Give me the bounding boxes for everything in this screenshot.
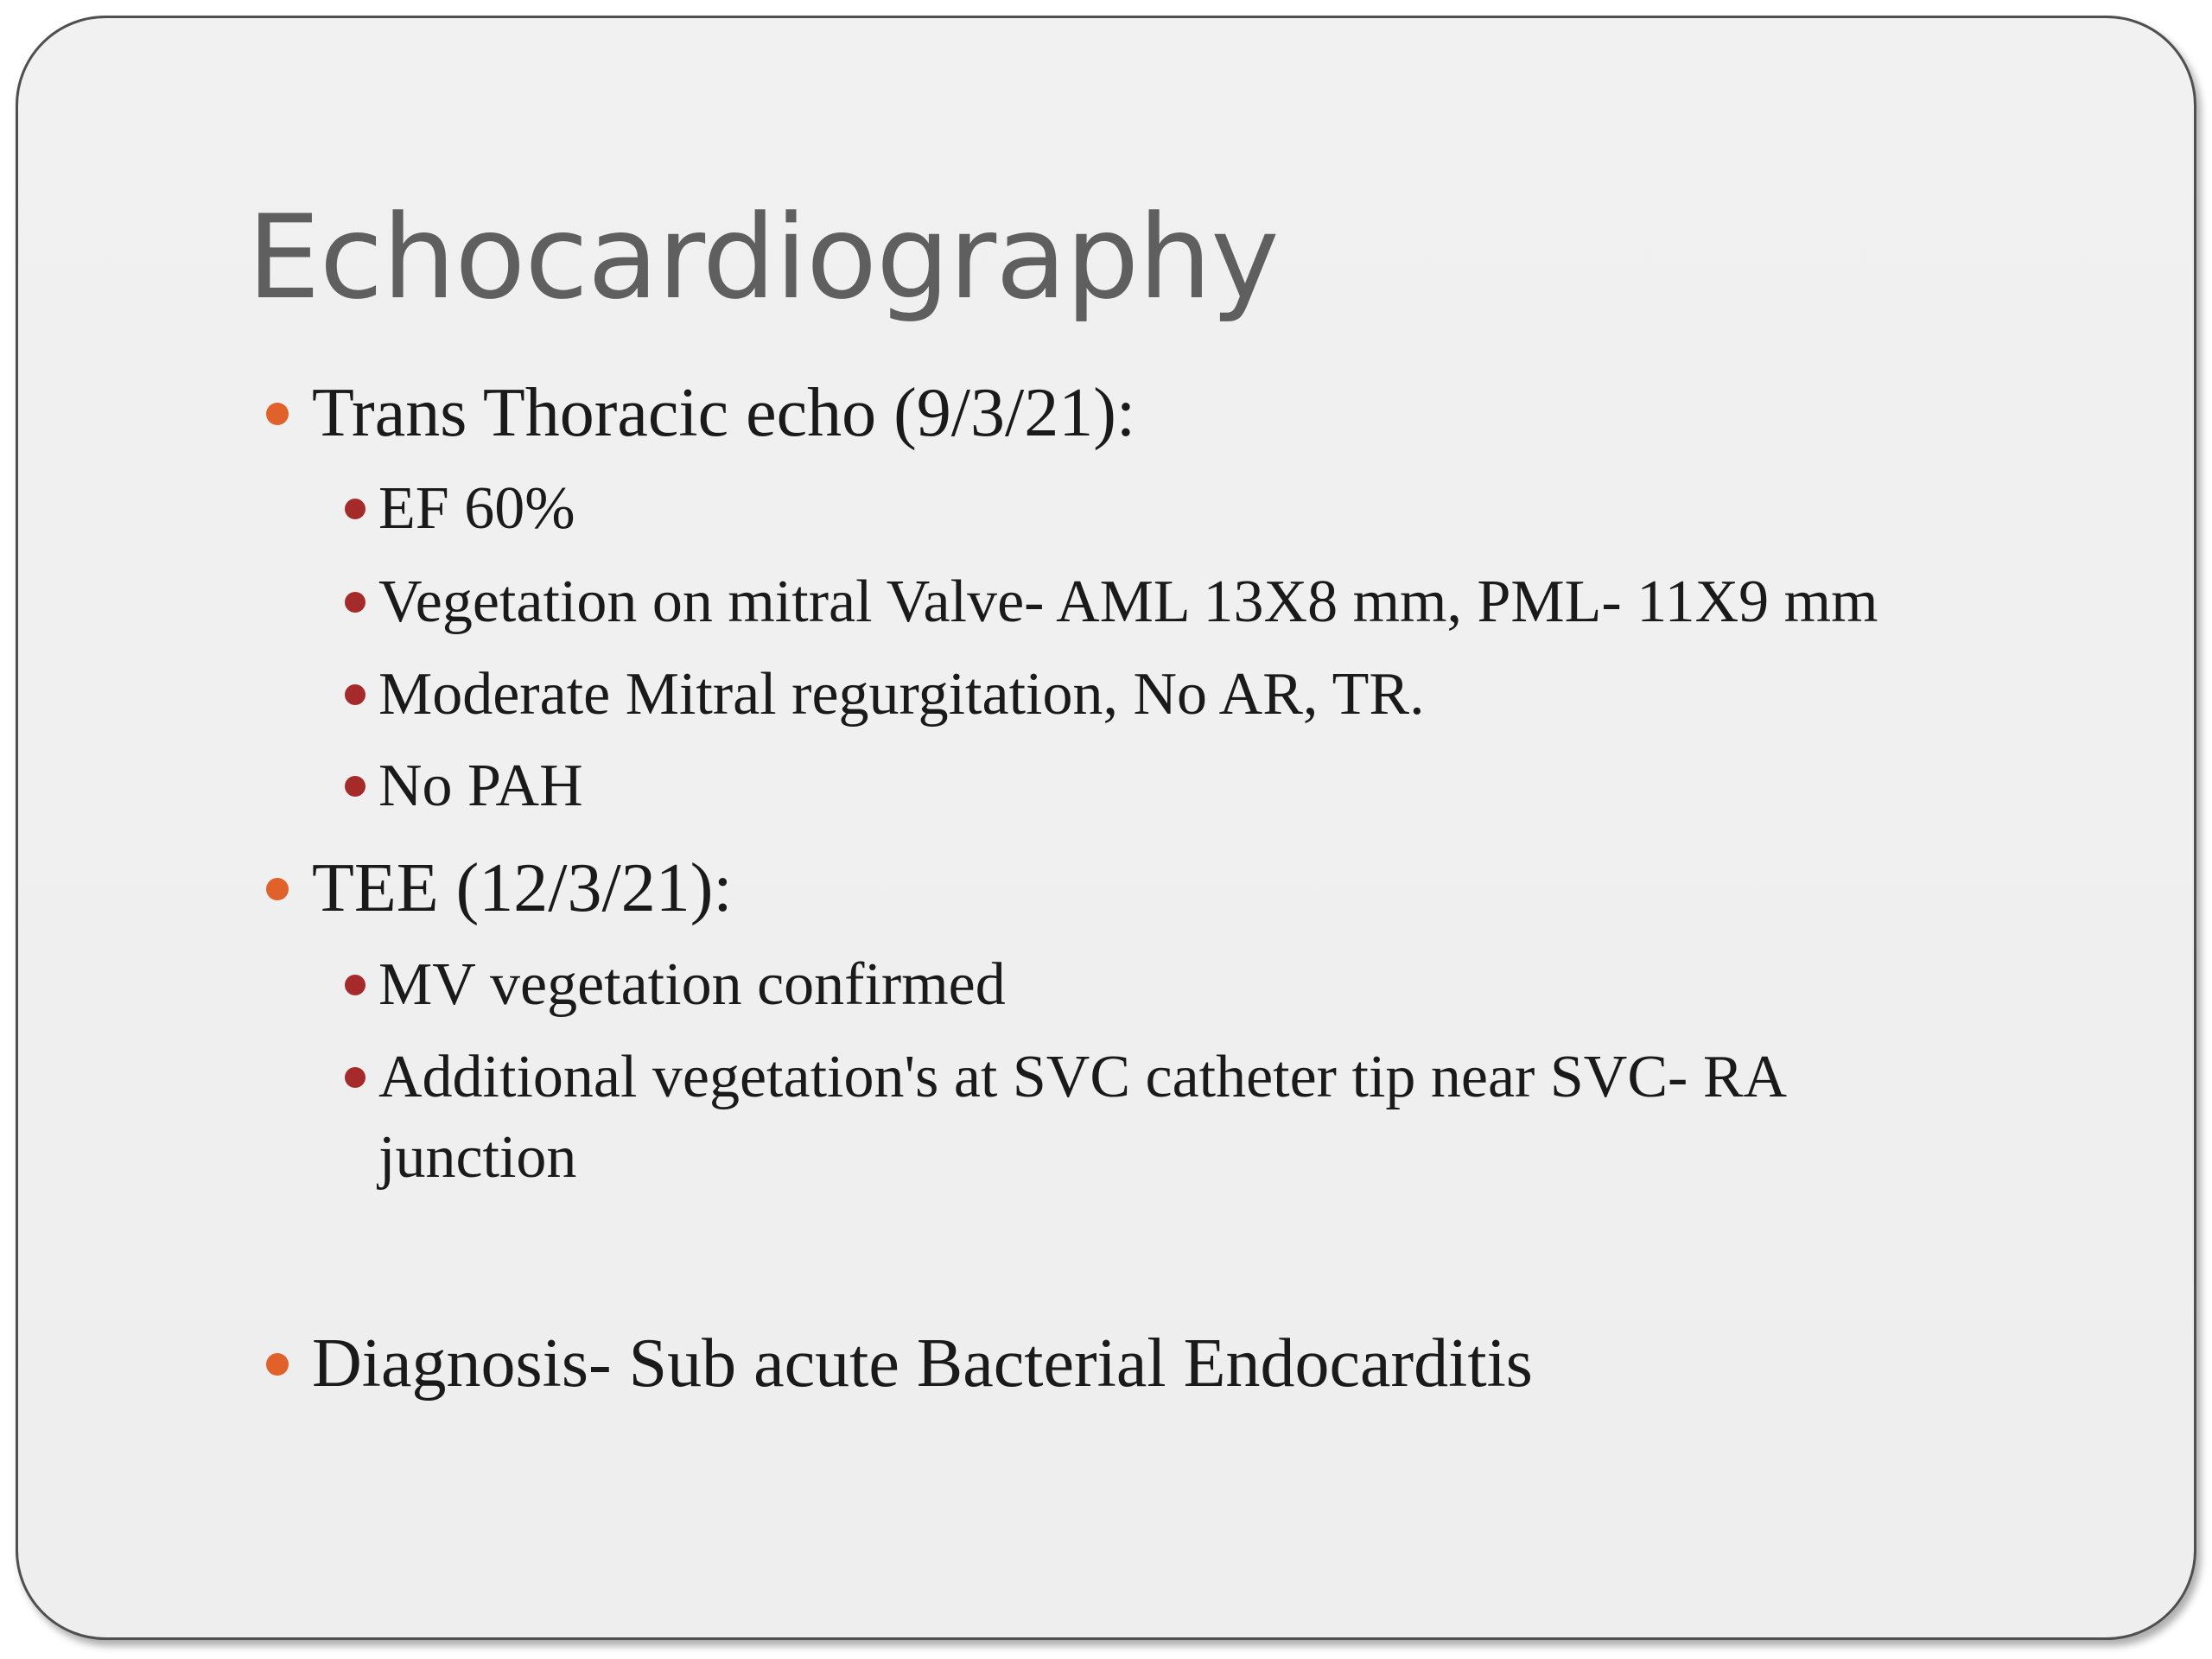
bullet-icon xyxy=(266,1353,289,1376)
bullet-icon xyxy=(266,403,289,425)
bullet-item-tte: Trans Thoracic echo (9/3/21): xyxy=(312,375,1136,451)
sub-item-mv-vegetation: MV vegetation confirmed xyxy=(378,951,1006,1018)
bullet-item-diagnosis: Diagnosis- Sub acute Bacterial Endocarditis xyxy=(312,1325,1533,1402)
sub-item-vegetation-mitral: Vegetation on mitral Valve- AML 13X8 mm, PML- 11X9 mm xyxy=(378,569,1878,635)
bullet-item-tee: TEE (12/3/21): xyxy=(312,850,733,926)
slide-body xyxy=(18,18,2194,1637)
sub-item-additional-vegetations-continued: junction xyxy=(378,1124,577,1191)
sub-bullet-icon xyxy=(345,975,365,995)
sub-item-mitral-regurgitation: Moderate Mitral regurgitation, No AR, TR. xyxy=(378,661,1425,728)
sub-bullet-icon xyxy=(345,1067,365,1088)
sub-bullet-icon xyxy=(345,499,365,519)
bullet-icon xyxy=(266,878,289,900)
sub-bullet-icon xyxy=(345,592,365,613)
sub-item-no-pah: No PAH xyxy=(378,753,583,819)
sub-bullet-icon xyxy=(345,776,365,797)
sub-item-ef: EF 60% xyxy=(378,475,575,542)
slide-title: Echocardiography xyxy=(247,190,1279,325)
sub-item-additional-vegetations: Additional vegetation's at SVC catheter tip near SVC- RA xyxy=(378,1044,1788,1110)
sub-bullet-icon xyxy=(345,684,365,705)
slide xyxy=(16,16,2196,1640)
